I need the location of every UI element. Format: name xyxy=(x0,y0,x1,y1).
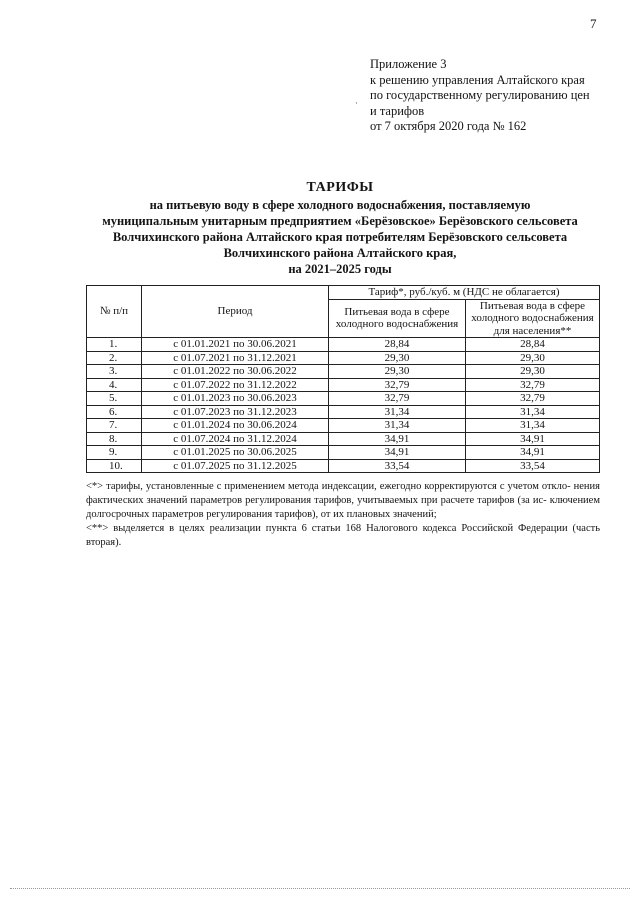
header-col-a: Питьевая вода в сфере холодного водоснабжения xyxy=(329,299,466,338)
row-period: с 01.01.2022 по 30.06.2022 xyxy=(142,365,329,379)
row-tariff-a: 28,84 xyxy=(329,338,466,352)
table-row xyxy=(87,419,600,433)
row-period: с 01.01.2025 по 30.06.2025 xyxy=(142,446,329,460)
row-tariff-a: 33,54 xyxy=(329,459,466,473)
row-tariff-b: 29,30 xyxy=(466,365,600,379)
row-period: с 01.01.2023 по 30.06.2023 xyxy=(142,392,329,406)
row-tariff-b: 34,91 xyxy=(466,432,600,446)
table-row xyxy=(87,405,600,419)
row-period: с 01.01.2024 по 30.06.2024 xyxy=(142,419,329,433)
footnotes xyxy=(86,480,600,550)
row-tariff-b: 34,91 xyxy=(466,446,600,460)
row-number: 6. xyxy=(87,405,142,419)
row-period: с 01.07.2022 по 31.12.2022 xyxy=(142,378,329,392)
table-row xyxy=(87,338,600,352)
appendix-line: к решению управления Алтайского края xyxy=(370,72,585,87)
appendix-line: и тарифов xyxy=(370,103,425,118)
appendix-line: Приложение 3 xyxy=(370,57,447,71)
page-number: 7 xyxy=(590,16,597,31)
title-line: Волчихинского района Алтайского края, xyxy=(223,246,457,260)
tariff-rows xyxy=(87,338,600,473)
row-period: с 01.07.2021 по 31.12.2021 xyxy=(142,351,329,365)
row-tariff-b: 32,79 xyxy=(466,378,600,392)
title-line: на питьевую воду в сфере холодного водоснабжения, поставляемую xyxy=(149,198,531,212)
row-tariff-a: 34,91 xyxy=(329,432,466,446)
table-row xyxy=(87,378,600,392)
row-tariff-b: 33,54 xyxy=(466,459,600,473)
row-tariff-a: 31,34 xyxy=(329,405,466,419)
row-period: с 01.07.2023 по 31.12.2023 xyxy=(142,405,329,419)
footnote: <*> тарифы, установленные с применением метода индексации, ежегодно корректируются с учетом откло- нения фактических значений параметров регулирования тарифов, учитываемых при расчете тарифов (за ис- ключением долгосрочных параметров регулирования тарифов), от их плановых значений; xyxy=(86,481,600,520)
tariff-table xyxy=(86,285,600,473)
scan-dot: · xyxy=(355,98,358,108)
header-tariff-group: Тариф*, руб./куб. м (НДС не облагается) xyxy=(329,286,600,300)
row-number: 10. xyxy=(87,459,142,473)
title-line: на 2021–2025 годы xyxy=(288,262,392,276)
table-row xyxy=(87,432,600,446)
title-line: Волчихинского района Алтайского края потребителям Берёзовского сельсовета xyxy=(112,230,568,244)
row-period: с 01.07.2024 по 31.12.2024 xyxy=(142,432,329,446)
row-tariff-a: 29,30 xyxy=(329,365,466,379)
document-title xyxy=(60,180,620,277)
row-number: 8. xyxy=(87,432,142,446)
table-row xyxy=(87,365,600,379)
row-number: 5. xyxy=(87,392,142,406)
row-tariff-b: 28,84 xyxy=(466,338,600,352)
table-row xyxy=(87,459,600,473)
title-line: муниципальным унитарным предприятием «Берёзовское» Берёзовского сельсовета xyxy=(102,214,578,228)
row-number: 4. xyxy=(87,378,142,392)
row-tariff-b: 29,30 xyxy=(466,351,600,365)
row-period: с 01.01.2021 по 30.06.2021 xyxy=(142,338,329,352)
row-tariff-b: 32,79 xyxy=(466,392,600,406)
page-bottom-edge xyxy=(10,888,630,889)
appendix-reference xyxy=(370,57,630,135)
row-tariff-a: 32,79 xyxy=(329,378,466,392)
appendix-line: по государственному регулированию цен xyxy=(370,88,590,102)
row-tariff-a: 32,79 xyxy=(329,392,466,406)
row-tariff-a: 34,91 xyxy=(329,446,466,460)
header-num: № п/п xyxy=(87,286,142,338)
row-period: с 01.07.2025 по 31.12.2025 xyxy=(142,459,329,473)
table-row xyxy=(87,351,600,365)
row-number: 9. xyxy=(87,446,142,460)
row-number: 3. xyxy=(87,365,142,379)
row-number: 2. xyxy=(87,351,142,365)
footnote: <**> выделяется в целях реализации пункта 6 статьи 168 Налогового кодекса Российской Федерации (часть вторая). xyxy=(86,523,600,548)
title-heading: ТАРИФЫ xyxy=(306,180,374,195)
header-period: Период xyxy=(142,286,329,338)
appendix-line: от 7 октября 2020 года № 162 xyxy=(370,119,527,133)
row-tariff-a: 29,30 xyxy=(329,351,466,365)
row-number: 1. xyxy=(87,338,142,352)
header-col-b: Питьевая вода в сфере холодного водоснабжения для населения** xyxy=(466,299,600,338)
row-tariff-b: 31,34 xyxy=(466,405,600,419)
table-row xyxy=(87,392,600,406)
row-tariff-b: 31,34 xyxy=(466,419,600,433)
row-tariff-a: 31,34 xyxy=(329,419,466,433)
table-row xyxy=(87,446,600,460)
row-number: 7. xyxy=(87,419,142,433)
